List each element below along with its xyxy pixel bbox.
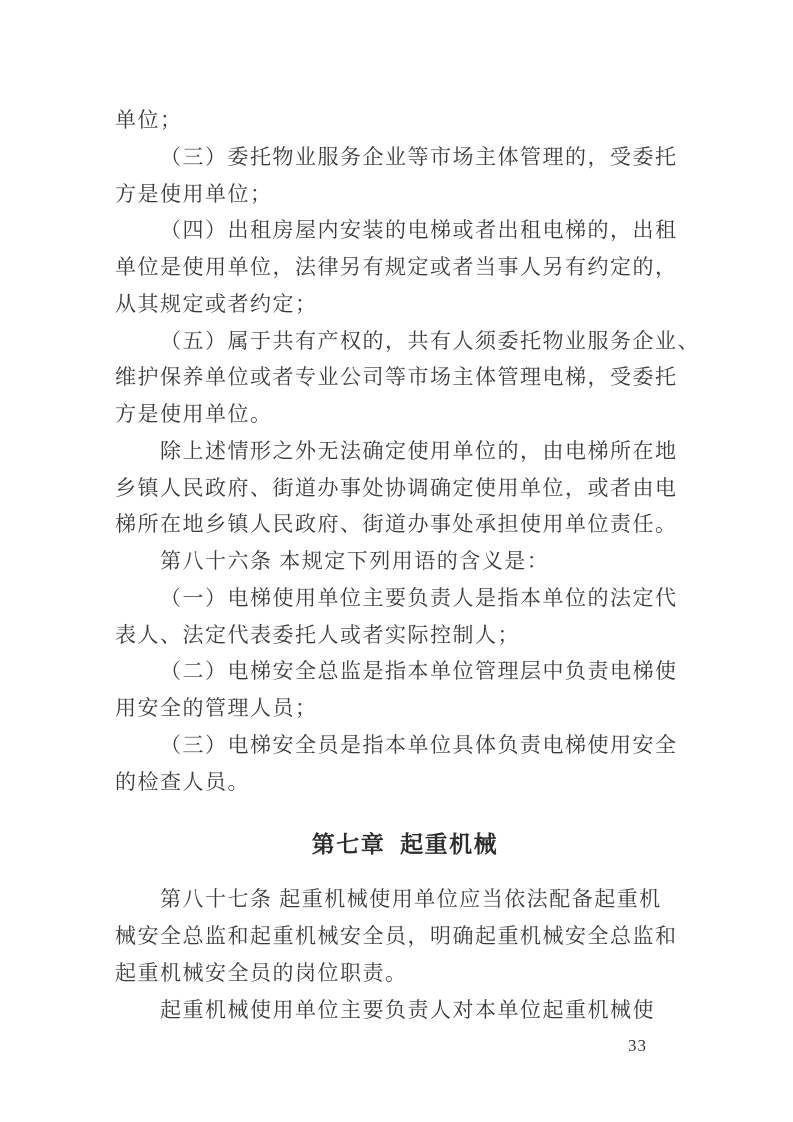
text-line: 乡镇人民政府、街道办事处协调确定使用单位，或者由电 — [115, 475, 678, 500]
chapter-heading: 第七章 起重机械 — [311, 831, 499, 858]
text-line: 除上述情形之外无法确定使用单位的，由电梯所在地 — [160, 438, 678, 463]
text-line: 第八十七条 起重机械使用单位应当依法配备起重机 — [160, 887, 662, 912]
text-line: 用安全的管理人员； — [115, 696, 318, 720]
text-line: 的检查人员。 — [115, 769, 250, 794]
text-line: （三）电梯安全员是指本单位具体负责电梯使用安全 — [160, 732, 678, 757]
text-line: 表人、法定代表委托人或者实际控制人； — [115, 622, 520, 647]
text-line: 方是使用单位； — [115, 181, 273, 206]
text-line: （四）出租房屋内安装的电梯或者出租电梯的，出租 — [160, 218, 678, 243]
text-line: 械安全总监和起重机械安全员，明确起重机械安全总监和 — [115, 924, 678, 948]
text-line: 方是使用单位。 — [115, 402, 273, 426]
text-line: 第八十六条 本规定下列用语的含义是： — [160, 549, 550, 573]
text-line: （五）属于共有产权的，共有人须委托物业服务企业、 — [160, 328, 700, 353]
text-line: 起重机械使用单位主要负责人对本单位起重机械使 — [160, 997, 655, 1022]
text-line: （三）委托物业服务企业等市场主体管理的，受委托 — [160, 144, 678, 169]
text-line: 单位是使用单位，法律另有规定或者当事人另有约定的， — [115, 255, 678, 279]
text-line: 起重机械安全员的岗位职责。 — [115, 960, 408, 985]
text-line: （二）电梯安全总监是指本单位管理层中负责电梯使 — [160, 659, 678, 684]
text-line: 维护保养单位或者专业公司等市场主体管理电梯，受委托 — [115, 365, 678, 390]
text-line: 梯所在地乡镇人民政府、街道办事处承担使用单位责任。 — [115, 512, 678, 537]
text-line: （一）电梯使用单位主要负责人是指本单位的法定代 — [160, 585, 678, 610]
text-line: 从其规定或者约定； — [115, 291, 318, 316]
page-number: 33 — [628, 1036, 647, 1055]
text-line: 单位； — [115, 108, 183, 132]
document-text-block — [115, 102, 700, 1028]
